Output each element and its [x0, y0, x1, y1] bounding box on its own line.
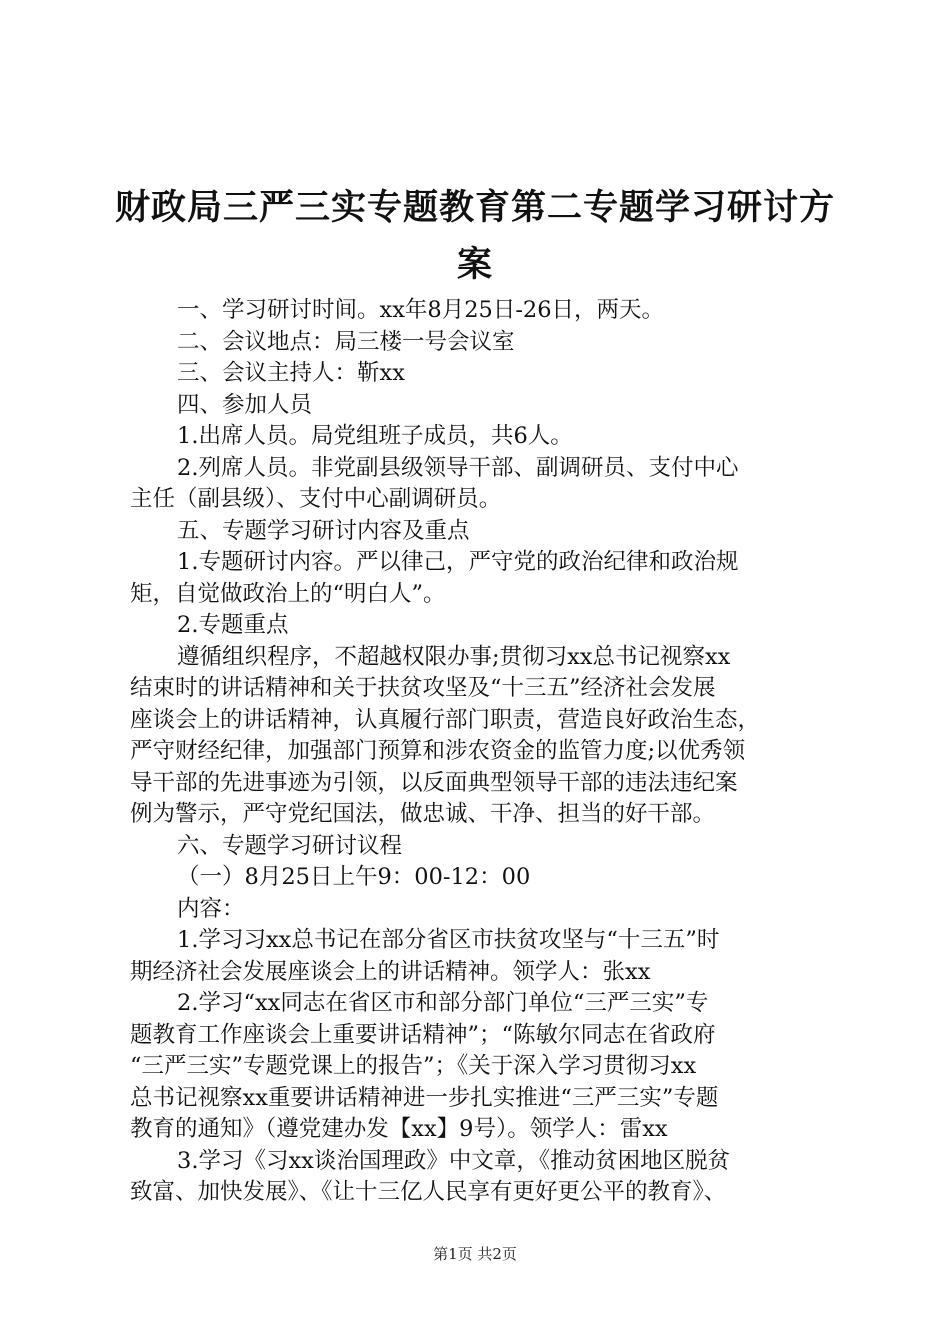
text-line: 四、参加人员 [177, 391, 313, 418]
text-line: 一、学习研讨时间。xx年8月25日-26日，两天。 [177, 297, 665, 323]
text-line: 导干部的先进事迹为引领，以反面典型领导干部的违法违纪案 [130, 769, 738, 796]
text-line: 期经济社会发展座谈会上的讲话精神。领学人：张xx [130, 958, 651, 985]
text-line: 六、专题学习研讨议程 [177, 832, 403, 859]
text-line: 1.出席人员。局党组班子成员，共6人。 [177, 423, 573, 449]
text-line: 题教育工作座谈会上重要讲话精神”；“陈敏尔同志在省政府 [130, 1021, 716, 1048]
text-line: 教育的通知》（遵党建办发【xx】9号）。领学人：雷xx [130, 1116, 668, 1142]
page-footer: 第1页 共2页 [433, 1245, 517, 1263]
text-line: 1.学习习xx总书记在部分省区市扶贫攻坚与“十三五”时 [177, 927, 720, 953]
text-line: 致富、加快发展》、《让十三亿人民享有更好更公平的教育》、 [130, 1179, 727, 1205]
document-body [130, 295, 830, 1209]
text-line: 五、专题学习研讨内容及重点 [177, 517, 470, 544]
text-line: 例为警示，严守党纪国法，做忠诚、干净、担当的好干部。 [130, 801, 716, 827]
document-title-line-1: 财政局三严三实专题教育第二专题学习研讨方 [114, 187, 835, 228]
text-line: 二、会议地点：局三楼一号会议室 [177, 328, 515, 355]
text-line: 2.学习“xx同志在省区市和部分部门单位“三严三实”专 [177, 990, 709, 1016]
text-line: 座谈会上的讲话精神，认真履行部门职责，营造良好政治生态， [130, 706, 761, 733]
text-line: 总书记视察xx重要讲话精神进一步扎实推进“三严三实”专题 [130, 1084, 719, 1111]
text-line: 遵循组织程序，不超越权限办事;贯彻习xx总书记视察xx [177, 643, 731, 670]
text-line: 3.学习《习xx谈治国理政》中文章，《推动贫困地区脱贫 [177, 1147, 731, 1174]
text-line: 2.列席人员。非党副县级领导干部、副调研员、支付中心 [177, 454, 739, 481]
text-line: 结束时的讲话精神和关于扶贫攻坚及“十三五”经济社会发展 [130, 675, 716, 701]
text-line: 2.专题重点 [177, 612, 289, 638]
text-line: 主任（副县级）、支付中心副调研员。 [130, 486, 502, 512]
text-line: 矩，自觉做政治上的“明白人”。 [130, 580, 446, 607]
text-line: 三、会议主持人：靳xx [177, 360, 405, 386]
text-line: 严守财经纪律，加强部门预算和涉农资金的监管力度;以优秀领 [130, 738, 746, 764]
text-line: （一）8月25日上午9：00-12：00 [177, 864, 531, 890]
text-line: 1.专题研讨内容。严以律己，严守党的政治纪律和政治规 [177, 549, 739, 575]
text-line: “三严三实”专题党课上的报告”；《关于深入学习贯彻习xx [130, 1053, 697, 1079]
document-title-line-2: 案 [456, 244, 493, 285]
text-line: 内容： [177, 895, 245, 922]
